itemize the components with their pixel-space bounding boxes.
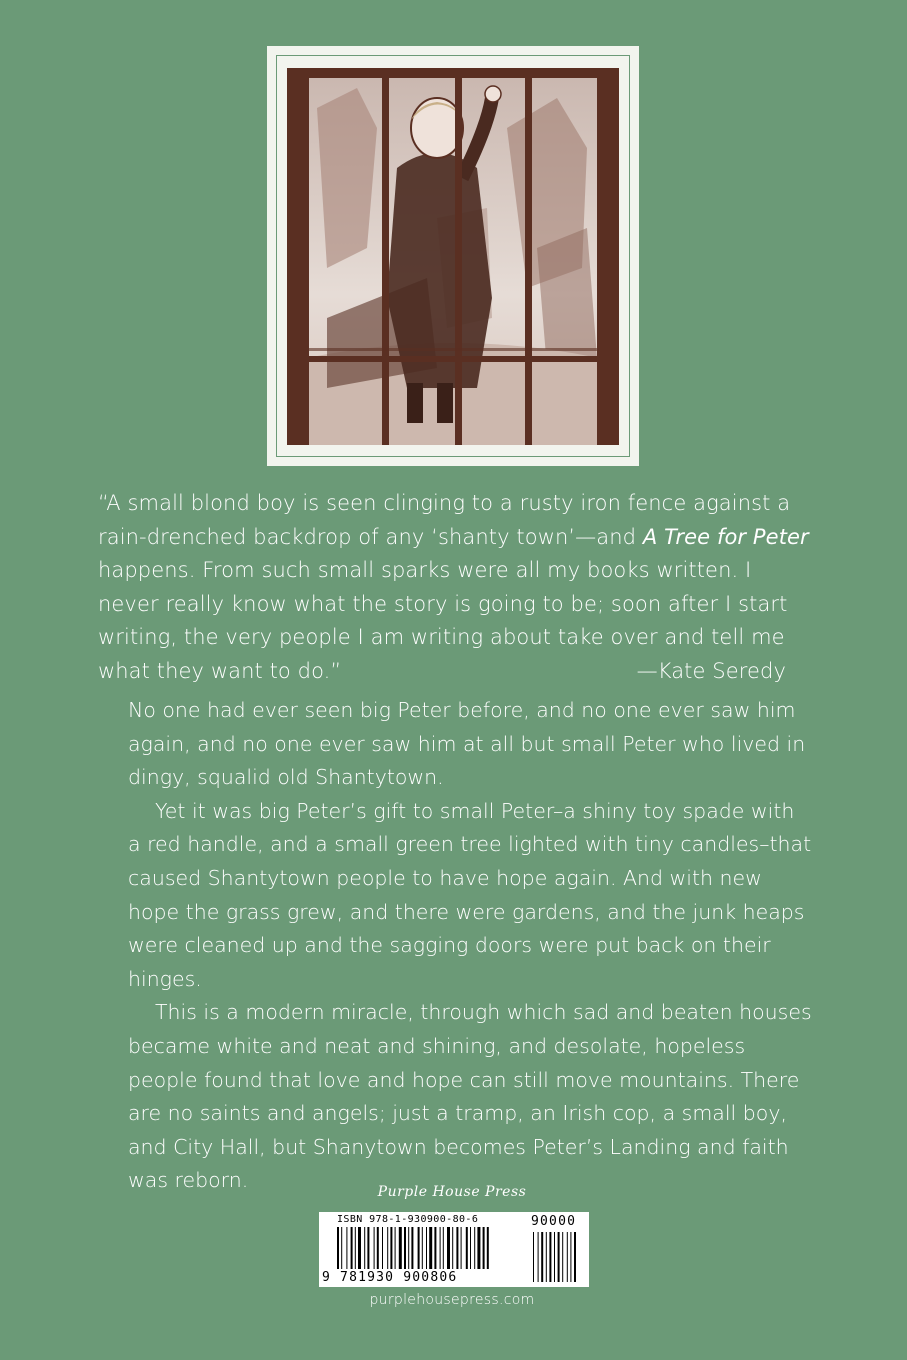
quote-attribution: —Kate Seredy (636, 658, 786, 683)
barcode-bar (466, 1227, 468, 1269)
barcode-bar (456, 1227, 458, 1269)
barcode-bar (411, 1227, 413, 1269)
illustration-frame (267, 46, 639, 466)
addon-bar (541, 1232, 543, 1282)
barcode-bar (434, 1227, 436, 1269)
addon-bar (570, 1232, 571, 1282)
addon-bar (567, 1232, 568, 1282)
barcode-bar (382, 1227, 383, 1269)
barcode-bar (404, 1227, 406, 1269)
description-paragraph-3: This is a modern miracle, through which sad and beaten houses became white and neat and shining, and desolate, hopeless people found that love and hope can still move mountains. There are no saints and angels; just a tramp, an Irish cop, a small boy, and City Hall, but Shanytown becomes Peter’s Landing and faith was reborn. (128, 1000, 812, 1193)
ean-digits: 9 781930 900806 (322, 1270, 458, 1285)
publisher-logo-text: Purple House Press (377, 1184, 527, 1200)
book-title-italic: A Tree for Peter (642, 524, 809, 549)
addon-bar (538, 1232, 539, 1282)
barcode-bar (367, 1227, 369, 1269)
barcode-bar (395, 1227, 396, 1269)
barcode-bar (418, 1227, 420, 1269)
addon-bar (549, 1232, 551, 1282)
addon-bar (533, 1232, 534, 1282)
barcode-bar (429, 1227, 432, 1269)
barcode-bar (390, 1227, 392, 1269)
barcode-bar (358, 1227, 361, 1269)
description-paragraph-1: No one had ever seen big Peter before, and no one ever saw him again, and no one ever saw him at all but small Peter who lived in dingy, squalid old Shantytown. (128, 698, 806, 790)
barcode-bar (399, 1227, 402, 1269)
barcode-bar (422, 1227, 423, 1269)
barcode-bar (487, 1227, 489, 1269)
barcode-bar (341, 1227, 342, 1269)
barcode-bar (477, 1227, 480, 1269)
barcode-bar (364, 1227, 365, 1269)
barcode-bar (337, 1227, 339, 1269)
quote-text-part1: “A small blond boy is seen clinging to a rusty iron fence against a rain-drenched backdrop of any ‘shanty town’—and (98, 491, 791, 549)
addon-bar (574, 1232, 576, 1282)
description-paragraph-2: Yet it was big Peter’s gift to small Peter–a shiny toy spade with a red handle, and a small green tree lighted with tiny candles–that caused Shantytown people to have hope again. And with new hope the grass grew, and there were gardens, and the junk heaps were cleaned up and the sagging doors were put back on their hinges. (128, 798, 812, 991)
addon-bar (546, 1232, 547, 1282)
barcode-bar (440, 1227, 441, 1269)
isbn-barcode (319, 1212, 589, 1287)
barcode-bar (387, 1227, 388, 1269)
barcode-bar (408, 1227, 409, 1269)
publisher-website: purplehousepress.com (369, 1292, 535, 1308)
barcode-bar (355, 1227, 356, 1269)
barcode-bar (426, 1227, 427, 1269)
barcode-bar (470, 1227, 471, 1269)
barcode-bar (447, 1227, 450, 1269)
author-quote (98, 487, 814, 688)
addon-digits: 90000 (531, 1214, 577, 1229)
illustration-boy-at-iron-fence (287, 68, 619, 445)
barcode-bar (374, 1227, 375, 1269)
addon-bar (554, 1232, 555, 1282)
barcode-bar (351, 1227, 353, 1269)
barcode-bar (461, 1227, 462, 1269)
barcode-bar (483, 1227, 485, 1269)
barcode-bar (443, 1227, 444, 1269)
addon-bar (562, 1232, 563, 1282)
isbn-label: ISBN 978-1-930900-80-6 (337, 1214, 479, 1225)
barcode-bar (346, 1227, 347, 1269)
barcode-bar (474, 1227, 475, 1269)
addon-bar (558, 1232, 560, 1282)
barcode-bar (377, 1227, 379, 1269)
barcode-bar (452, 1227, 453, 1269)
book-description (128, 694, 812, 1198)
quote-text-part2: happens. From such small sparks were all my books written. I never really know what the story is going to be; soon after I start writing, the very people I am writing about take over and tell me what they want to do.” (98, 558, 788, 683)
